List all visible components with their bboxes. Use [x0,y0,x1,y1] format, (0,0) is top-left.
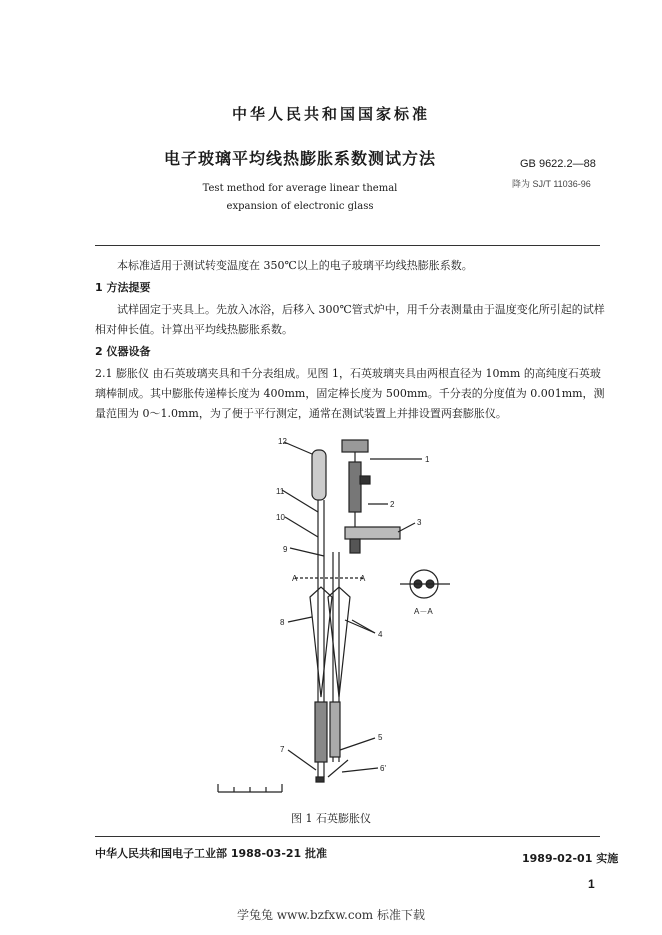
screw-rod [349,462,361,512]
title-en-line2: expansion of electronic glass [226,201,374,212]
dial-gauge [312,450,326,500]
figure-label-4: 4 [378,630,383,639]
figure-label-1: 1 [425,455,430,464]
watermark-text: 学兔兔 www.bzfxw.com 标准下载 [236,908,426,922]
implementation-date: 1989-02-01 实施 [522,852,619,865]
section-1-heading: 1 方法提要 [95,281,151,294]
section-1-text: 试样固定于夹具上。先放入冰浴，后移入 300℃管式炉中，用千分表测量由于温度变化所引起的试样相对伸长值。计算出平均线热膨胀系数。 [95,303,605,336]
figure-label-7: 7 [280,745,285,754]
figure-label-3: 3 [417,518,422,527]
standard-number: GB 9622.2—88 [520,158,596,170]
figure-label-11: 11 [276,487,285,496]
document-title-zh: 电子玻璃平均线热膨胀系数测试方法 [163,149,436,168]
figure-caption: 图 1 石英膨胀仪 [291,812,371,825]
bracket [345,527,400,539]
dilatometer-figure [200,432,500,812]
title-en-line1: Test method for average linear themal [202,183,398,194]
page-number: 1 [588,877,595,891]
footer-divider [95,836,600,837]
section-marker-left: A [292,574,298,583]
figure-label-2: 2 [390,500,395,509]
figure-label-5: 5 [378,733,383,742]
figure-label-6: 6' [380,764,386,773]
figure-label-12: 12 [278,437,287,446]
section-2-1-text: 2.1 膨胀仪 由石英玻璃夹具和千分表组成。见图 1，石英玻璃夹具由两根直径为 10mm 的高纯度石英玻璃棒制成。其中膨胀传递棒长度为 400mm，固定棒长度为 500mm。千分表的分度值为 0.001mm，测量范围为 0～1.0mm，为了便于平行测定，通常在测试装置上并排设置两套膨胀仪。 [95,367,605,420]
section-marker-right: A [360,574,366,583]
national-standard-heading: 中华人民共和国国家标准 [231,105,430,123]
top-clamp [342,440,368,452]
replaced-by-note: 降为 SJ/T 11036-96 [512,179,591,189]
figure-label-8: 8 [280,618,285,627]
section-2-heading: 2 仪器设备 [95,345,151,358]
scope-paragraph: 本标准适用于测试转变温度在 350℃以上的电子玻璃平均线热膨胀系数。 [117,259,473,272]
figure-label-10: 10 [276,513,285,522]
document-title-en [150,180,450,216]
issued-by: 中华人民共和国电子工业部 1988-03-21 批准 [95,847,328,860]
header-divider [95,245,600,246]
section-view-label: A－A [414,607,433,616]
figure-label-9: 9 [283,545,288,554]
